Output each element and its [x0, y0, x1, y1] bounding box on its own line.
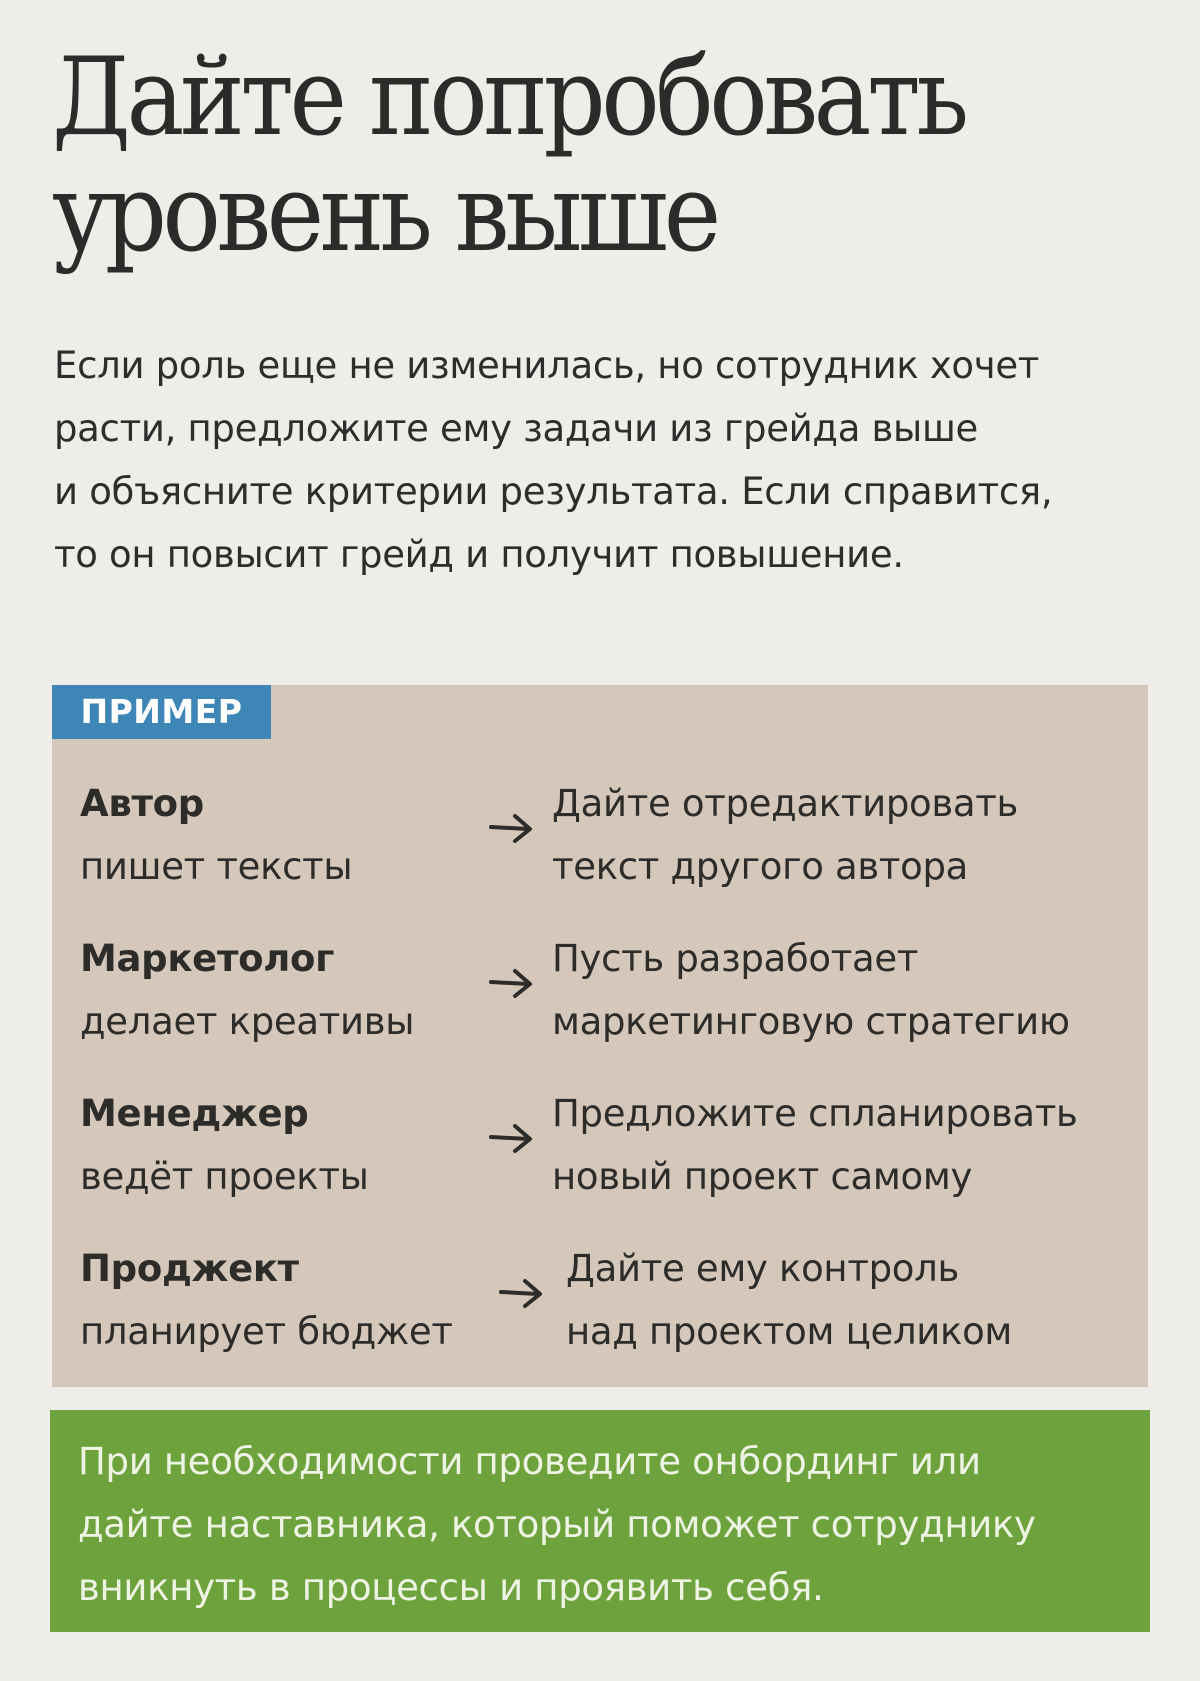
page-title-line-1: Дайте попробовать — [52, 35, 965, 160]
page-title-line-2: уровень выше — [52, 151, 717, 276]
example-item-duty: делает креативы — [80, 1000, 415, 1043]
note-text — [78, 1430, 1036, 1619]
example-label-badge: ПРИМЕР — [52, 685, 271, 739]
example-item-suggestion-line: маркетинговую стратегию — [552, 1000, 1070, 1043]
example-item-suggestion — [552, 772, 1018, 898]
example-item-duty: пишет тексты — [80, 845, 353, 888]
example-item-suggestion-line: новый проект самому — [552, 1155, 973, 1198]
example-item-suggestion-line: Пусть разработает — [552, 937, 919, 980]
example-box — [52, 685, 1148, 1387]
example-item-suggestion-line: текст другого автора — [552, 845, 969, 888]
note-box — [50, 1410, 1150, 1632]
example-item-duty: ведёт проекты — [80, 1155, 369, 1198]
example-item — [52, 1082, 1148, 1212]
intro-line: то он повысит грейд и получит повышение. — [54, 533, 904, 576]
arrow-right-icon — [498, 1275, 546, 1311]
page-title — [52, 35, 1024, 276]
example-item-source — [80, 927, 414, 1053]
example-item-suggestion — [566, 1237, 1012, 1363]
intro-paragraph — [54, 334, 1164, 586]
note-line: При необходимости проведите онбординг или — [78, 1440, 981, 1483]
example-item-source — [80, 1082, 369, 1208]
example-item-suggestion — [552, 927, 1070, 1053]
example-item-suggestion-line: Дайте ему контроль — [566, 1247, 959, 1290]
example-item-suggestion-line: Дайте отредактировать — [552, 782, 1019, 825]
intro-line: Если роль еще не изменилась, но сотрудник хочет — [54, 344, 1040, 387]
example-item — [52, 1237, 1148, 1367]
example-item-source — [80, 1237, 453, 1363]
arrow-right-icon — [488, 1120, 536, 1156]
note-line: дайте наставника, который поможет сотруднику — [78, 1503, 1036, 1546]
intro-line: и объясните критерии результата. Если справится, — [54, 470, 1053, 513]
example-item-role: Маркетолог — [80, 937, 335, 980]
example-item-role: Проджект — [80, 1247, 299, 1290]
arrow-right-icon — [488, 810, 536, 846]
example-item-source — [80, 772, 352, 898]
note-line: вникнуть в процессы и проявить себя. — [78, 1566, 824, 1609]
example-item-duty: планирует бюджет — [80, 1310, 453, 1353]
example-item-suggestion-line: над проектом целиком — [566, 1310, 1013, 1353]
example-item-role: Автор — [80, 782, 204, 825]
example-item-role: Менеджер — [80, 1092, 309, 1135]
arrow-right-icon — [488, 965, 536, 1001]
example-item — [52, 927, 1148, 1057]
intro-line: расти, предложите ему задачи из грейда выше — [54, 407, 978, 450]
example-item-suggestion-line: Предложите спланировать — [552, 1092, 1078, 1135]
example-item-suggestion — [552, 1082, 1078, 1208]
example-item — [52, 772, 1148, 902]
